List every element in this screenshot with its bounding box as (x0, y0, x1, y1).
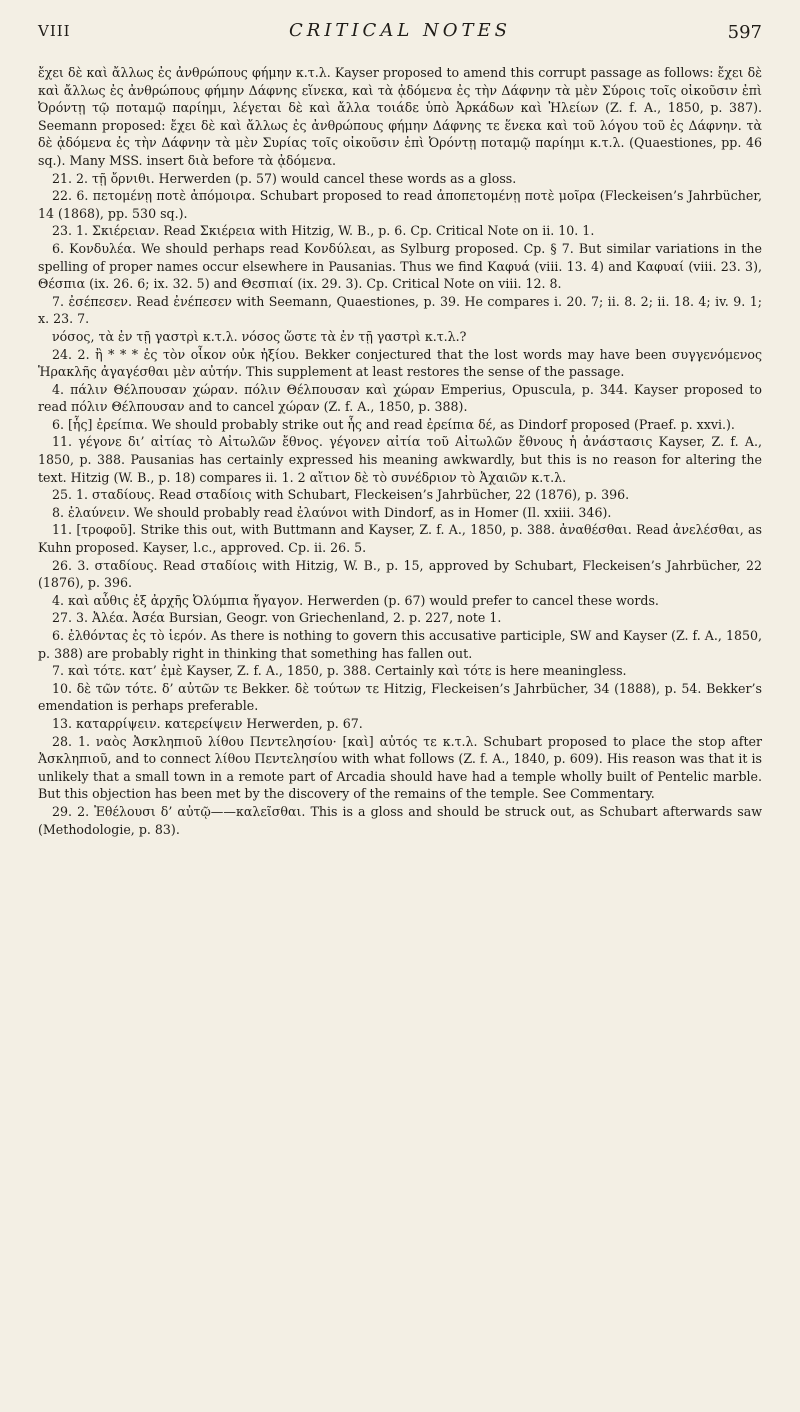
critical-notes-body (38, 64, 762, 838)
volume-number: VIII (38, 22, 71, 40)
note-paragraph: 27. 3. Ἀλέα. Ἀσέα Bursian, Geogr. von Griechenland, 2. p. 227, note 1. (52, 610, 502, 626)
note-paragraph: 6. [ἧς] ἐρείπια. We should probably strike out ἧς and read ἐρείπια δέ, as Dindorf proposed (Praef. p. xxvi.). (52, 416, 735, 432)
note-paragraph: 29. 2. Ἐθέλουσι δ’ αὐτῷ——καλεῖσθαι. This is a gloss and should be struck out, as Schubart afterwards saw (Methodologie, p. 83). (38, 803, 762, 837)
running-head-title: CRITICAL NOTES (289, 20, 511, 41)
note-paragraph: ἔχει δὲ καὶ ἄλλως ἐς ἀνθρώπους φήμην κ.τ.λ. Kayser proposed to amend this corrupt passage as follows: ἔχει δὲ καὶ ἄλλως ἐς ἀνθρώπους φήμην Δάφνης εἵνεκα, καὶ τὰ ᾀδόμενα ἐς τὴν Δάφνην τὰ μὲν Σύροις τοῖς οἰκοῦσιν ἐπὶ Ὀρόντῃ τῷ ποταμῷ παρίημι, λέγεται δὲ καὶ ἄλλα τοιάδε ὑπὸ Ἀρκάδων καὶ Ἠλείων (Z. f. A., 1850, p. 387). Seemann proposed: ἔχει δὲ καὶ ἄλλως ἐς ἀνθρώπους φήμην Δάφνης τε ἕνεκα καὶ τοῦ λόγου τοῦ ἐς Δάφνην. τὰ δὲ ᾀδόμενα ἐς τὴν Δάφνην τὰ μὲν Συρίας τοῖς οἰκοῦσιν ἐπὶ Ὀρόντῃ ποταμῷ παρίημι κ.τ.λ. (Quaestiones, pp. 46 sq.). Many MSS. insert διὰ before τὰ ᾀδόμενα. (38, 65, 762, 168)
note-paragraph: 11. γέγονε δι’ αἰτίας τὸ Αἰτωλῶν ἔθνος. γέγονεν αἰτία τοῦ Αἰτωλῶν ἔθνους ἡ ἀνάστασις Kayser, Z. f. A., 1850, p. 388. Pausanias has certainly expressed his meaning awkwardly, but this is no reason for altering the text. Hitzig (W. B., p. 18) compares ii. 1. 2 αἴτιον δὲ τὸ συνέδριον τὸ Ἀχαιῶν κ.τ.λ. (38, 434, 762, 485)
note-paragraph: 11. [τροφοῦ]. Strike this out, with Buttmann and Kayser, Z. f. A., 1850, p. 388. ἀναθέσθαι. Read ἀνελέσθαι, as Kuhn proposed. Kayser, l.c., approved. Cp. ii. 26. 5. (38, 522, 762, 556)
note-paragraph: 21. 2. τῇ ὄρνιθι. Herwerden (p. 57) would cancel these words as a gloss. (52, 170, 517, 186)
note-paragraph: 6. ἐλθόντας ἐς τὸ ἱερόν. As there is nothing to govern this accusative participle, SW and Kayser (Z. f. A., 1850, p. 388) are probably right in thinking that something has fallen out. (38, 628, 762, 661)
note-paragraph: 4. καὶ αὖθις ἐξ ἀρχῆς Ὀλύμπια ἤγαγον. Herwerden (p. 67) would prefer to cancel these words. (52, 592, 659, 608)
note-paragraph: 26. 3. σταδίους. Read σταδίοις with Hitzig, W. B., p. 15, approved by Schubart, Fleckeisen’s Jahrbücher, 22 (1876), p. 396. (38, 557, 762, 591)
note-paragraph: 23. 1. Σκιέρειαν. Read Σκιέρεια with Hitzig, W. B., p. 6. Cp. Critical Note on ii. 10. 1. (52, 223, 595, 239)
note-paragraph: 10. δὲ τῶν τότε. δ’ αὐτῶν τε Bekker. δὲ τούτων τε Hitzig, Fleckeisen’s Jahrbücher, 34 (1888), p. 54. Bekker’s emendation is perhaps preferable. (38, 680, 762, 714)
note-paragraph: 22. 6. πετομένῃ ποτὲ ἀπόμοιρα. Schubart proposed to read ἀποπετομένῃ ποτὲ μοῖρα (Fleckeisen’s Jahrbücher, 14 (1868), pp. 530 sq.). (38, 188, 762, 221)
note-paragraph: 6. Κονδυλέα. We should perhaps read Κονδύλεαι, as Sylburg proposed. Cp. § 7. But similar variations in the spelling of proper names occur elsewhere in Pausanias. Thus we find Καφυά (viii. 13. 4) and Καφυαί (viii. 23. 3), Θέσπια (ix. 26. 6; ix. 32. 5) and Θεσπιαί (ix. 29. 3). Cp. Critical Note on viii. 12. 8. (38, 240, 762, 292)
note-paragraph: 8. ἐλαύνειν. We should probably read ἐλαύνοι with Dindorf, as in Homer (Il. xxiii. 346). (52, 504, 612, 520)
note-paragraph: νόσος, τὰ ἐν τῇ γαστρὶ κ.τ.λ. νόσος ὥστε τὰ ἐν τῇ γαστρὶ κ.τ.λ.? (52, 328, 467, 344)
note-paragraph: 24. 2. ἢ * * * ἐς τὸν οἶκον οὐκ ἠξίου. Bekker conjectured that the lost words may have been συγγενόμενος Ἡρακλῆς ἀγαγέσθαι μὲν αὐτήν. This supplement at least restores the sense of the passage. (38, 346, 762, 380)
note-paragraph: 25. 1. σταδίους. Read σταδίοις with Schubart, Fleckeisen’s Jahrbücher, 22 (1876), p. 396. (52, 487, 630, 503)
running-head (38, 20, 762, 50)
note-paragraph: 7. ἐσέπεσεν. Read ἐνέπεσεν with Seemann, Quaestiones, p. 39. He compares i. 20. 7; ii. 8. 2; ii. 18. 4; iv. 9. 1; x. 23. 7. (38, 293, 762, 327)
note-paragraph: 7. καὶ τότε. κατ’ ἐμὲ Kayser, Z. f. A., 1850, p. 388. Certainly καὶ τότε is here meaningless. (52, 663, 627, 679)
page-number: 597 (727, 22, 762, 43)
note-paragraph: 4. πάλιν Θέλπουσαν χώραν. πόλιν Θέλπουσαν καὶ χώραν Emperius, Opuscula, p. 344. Kayser proposed to read πόλιν Θέλπουσαν and to cancel χώραν (Z. f. A., 1850, p. 388). (38, 381, 762, 415)
note-paragraph: 13. καταρρίψειν. κατερείψειν Herwerden, p. 67. (52, 715, 363, 731)
note-paragraph: 28. 1. ναὸς Ἀσκληπιοῦ λίθου Πεντελησίου· [καὶ] αὐτός τε κ.τ.λ. Schubart proposed to place the stop after Ἀσκληπιοῦ, and to connect λίθου Πεντελησίου with what follows (Z. f. A., 1840, p. 609). His reason was that it is unlikely that a small town in a remote part of Arcadia should have had a temple wholly built of Pentelic marble. But this objection has been met by the discovery of the remains of the temple. See Commentary. (38, 733, 762, 802)
